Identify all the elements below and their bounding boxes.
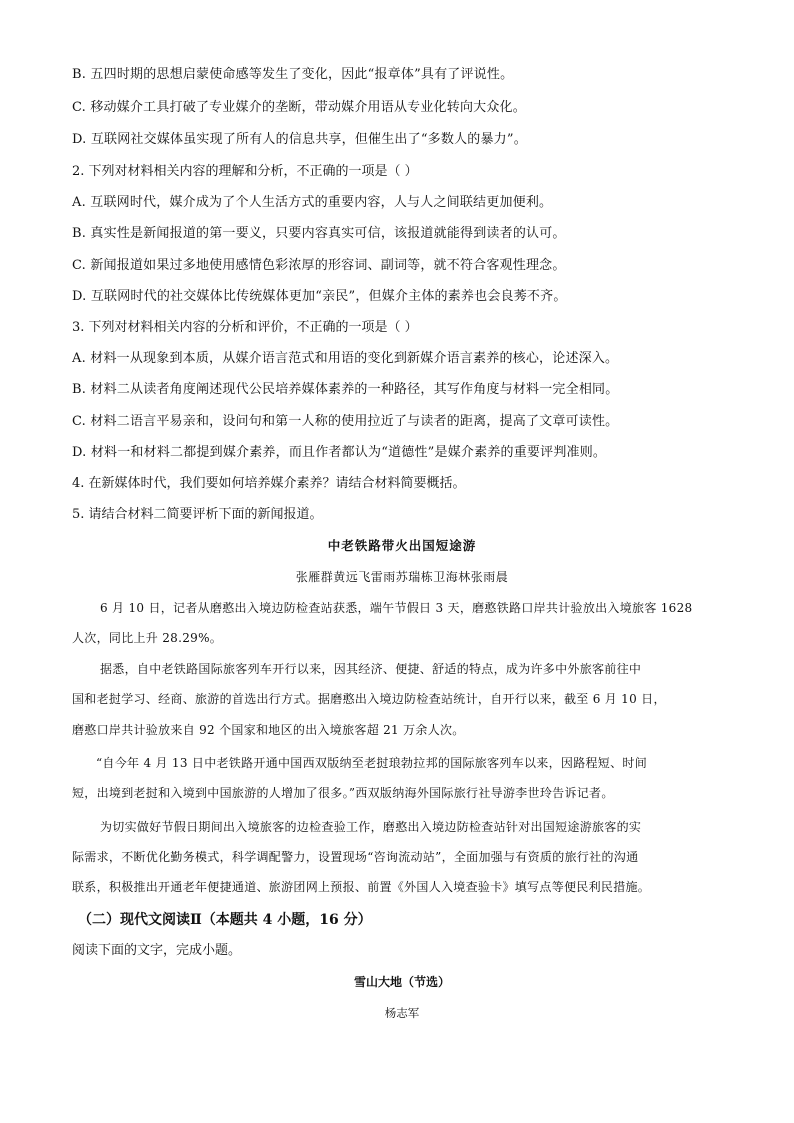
- q3-option-c: C. 材料二语言平易亲和，设问句和第一人称的使用拉近了与读者的距离，提高了文章可读性。: [72, 414, 619, 429]
- q3-option-d: D. 材料一和材料二都提到媒介素养，而且作者都认为“道德性”是媒介素养的重要评判准则。: [72, 445, 607, 460]
- news-paragraph-2-line-1: 据悉，自中老铁路国际旅客列车开行以来，因其经济、便捷、舒适的特点，成为许多中外旅客前往中: [100, 662, 642, 676]
- q2-option-d: D. 互联网时代的社交媒体比传统媒体更加“亲民”，但媒介主体的素养也会良莠不齐。: [72, 289, 567, 304]
- news-paragraph-4-line-1: 为切实做好节假日期间出入境旅客的边检查验工作，磨憨出入境边防检查站针对出国短途游旅客的实: [100, 820, 642, 834]
- excerpt-author: 杨志军: [384, 1006, 420, 1020]
- news-paragraph-1-line-2: 人次，同比上升 28.29%。: [72, 631, 223, 645]
- section-instruction: 阅读下面的文字，完成小题。: [72, 943, 242, 958]
- news-paragraph-4-line-3: 联系，积极推出开通老年便捷通道、旅游团网上预报、前置《外国人入境查验卡》填写点等便民利民措施。: [72, 880, 651, 894]
- q2-option-a: A. 互联网时代，媒介成为了个人生活方式的重要内容，人与人之间联结更加便利。: [72, 195, 553, 210]
- news-title: 中老铁路带火出国短途游: [327, 538, 477, 553]
- q2-option-c: C. 新闻报道如果过多地使用感情色彩浓厚的形容词、副词等，就不符合客观性理念。: [72, 258, 566, 273]
- section-heading: （二）现代文阅读Ⅱ（本题共 4 小题，16 分）: [78, 912, 372, 928]
- news-byline: 张雁群黄远飞雷雨苏瑞栋卫海林张雨晨: [295, 570, 509, 584]
- q5-stem: 5. 请结合材料二简要评析下面的新闻报道。: [72, 507, 323, 522]
- q1-option-b: B. 五四时期的思想启蒙使命感等发生了变化，因此“报章体”具有了评说性。: [72, 67, 514, 82]
- q1-option-d: D. 互联网社交媒体虽实现了所有人的信息共享，但催生出了“多数人的暴力”。: [72, 132, 527, 147]
- q1-option-c: C. 移动媒介工具打破了专业媒介的垄断，带动媒介用语从专业化转向大众化。: [72, 100, 526, 115]
- q3-option-b: B. 材料二从读者角度阐述现代公民培养媒体素养的一种路径，其写作角度与材料一完全相同。: [72, 382, 619, 397]
- news-paragraph-3-line-1: “自今年 4 月 13 日中老铁路开通中国西双版纳至老挝琅勃拉邦的国际旅客列车以来，因路程短、时间: [96, 756, 647, 770]
- q4-stem: 4. 在新媒体时代，我们要如何培养媒介素养？请结合材料简要概括。: [72, 476, 466, 491]
- news-paragraph-2-line-3: 磨憨口岸共计验放来自 92 个国家和地区的出入境旅客超 21 万余人次。: [72, 723, 465, 737]
- excerpt-title: 雪山大地（节选）: [353, 975, 450, 989]
- news-paragraph-1-line-1: 6 月 10 日，记者从磨憨出入境边防检查站获悉，端午节假日 3 天，磨憨铁路口岸共计验放出入境旅客 1628: [100, 601, 693, 615]
- news-paragraph-2-line-2: 国和老挝学习、经商、旅游的首选出行方式。据磨憨出入境边防检查站统计，自开行以来，截至 6 月 10 日，: [72, 692, 666, 706]
- q3-option-a: A. 材料一从现象到本质，从媒介语言范式和用语的变化到新媒介语言素养的核心，论述深入。: [72, 351, 619, 366]
- q2-option-b: B. 真实性是新闻报道的第一要义，只要内容真实可信，该报道就能得到读者的认可。: [72, 226, 566, 241]
- news-paragraph-4-line-2: 际需求，不断优化勤务模式，科学调配警力，设置现场“咨询流动站”，全面加强与有资质的旅行社的沟通: [72, 850, 639, 864]
- q3-stem: 3. 下列对材料相关内容的分析和评价，不正确的一项是（ ）: [72, 320, 418, 335]
- news-paragraph-3-line-2: 短，出境到老挝和入境到中国旅游的人增加了很多。”西双版纳海外国际旅行社导游李世玲告诉记者。: [72, 786, 614, 800]
- q2-stem: 2. 下列对材料相关内容的理解和分析，不正确的一项是（ ）: [72, 164, 418, 179]
